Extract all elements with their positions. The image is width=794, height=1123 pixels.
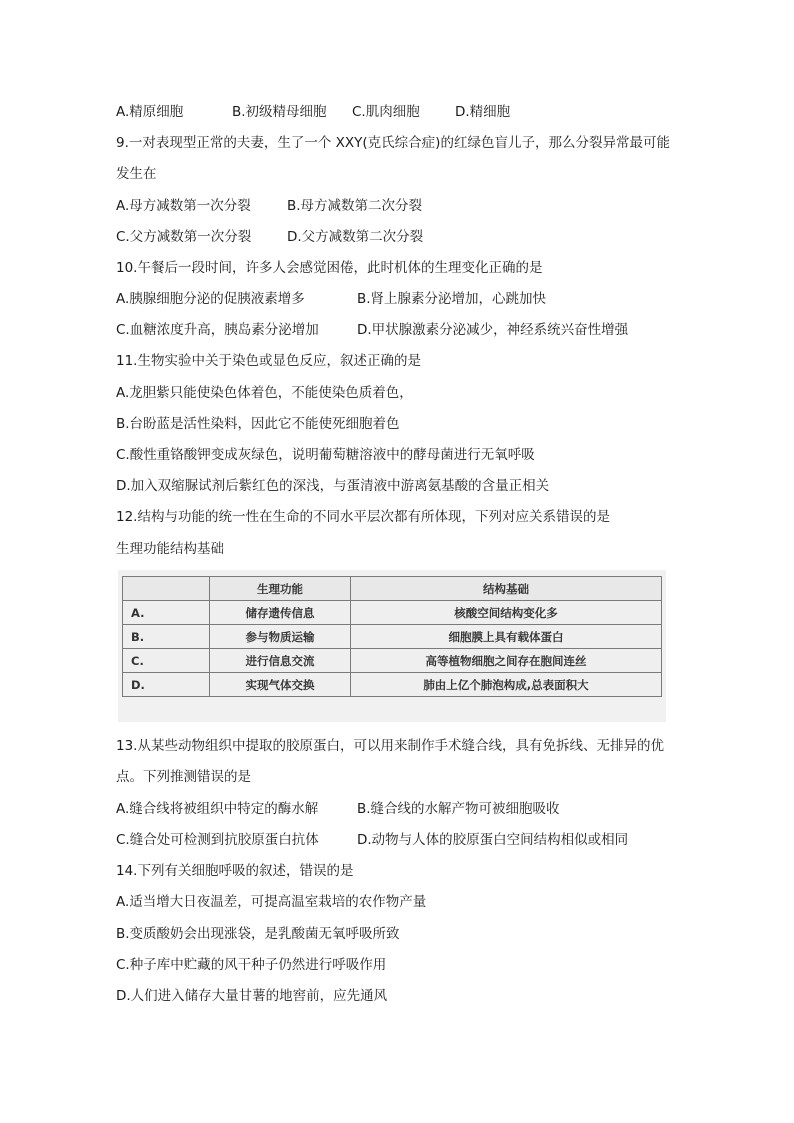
table-row xyxy=(123,601,662,625)
table-row-structure: 高等植物细胞之间存在胞间连丝 xyxy=(351,649,662,673)
q10-options-row2 xyxy=(116,321,628,339)
q14-option-c: C.种子库中贮藏的风干种子仍然进行呼吸作用 xyxy=(116,957,387,973)
q11-option-d: D.加入双缩脲试剂后紫红色的深浅，与蛋清液中游离氨基酸的含量正相关 xyxy=(116,478,550,494)
q9-option-a: A.母方减数第一次分裂 xyxy=(116,198,251,214)
q13-stem-line2: 点。下列推测错误的是 xyxy=(116,769,251,785)
q9-option-c: C.父方减数第一次分裂 xyxy=(116,229,252,245)
q13-option-a: A.缝合线将被组织中特定的酶水解 xyxy=(116,801,319,817)
q8-option-a: A.精原细胞 xyxy=(116,104,184,120)
table-row-label: D. xyxy=(123,673,210,697)
table-row-label: C. xyxy=(123,649,210,673)
q11-option-a: A.龙胆紫只能使染色体着色，不能使染色质着色， xyxy=(116,385,413,401)
q10-option-c: C.血糖浓度升高，胰岛素分泌增加 xyxy=(116,322,319,338)
q8-option-d: D.精细胞 xyxy=(455,104,511,120)
q14-option-d: D.人们进入储存大量甘薯的地窖前，应先通风 xyxy=(116,988,388,1004)
table-header-structure: 结构基础 xyxy=(351,577,662,601)
q13-option-d: D.动物与人体的胶原蛋白空间结构相似或相同 xyxy=(357,832,629,848)
q9-stem-line2: 发生在 xyxy=(116,166,157,182)
q10-option-a: A.胰腺细胞分泌的促胰液素增多 xyxy=(116,291,305,307)
table-row-structure: 肺由上亿个肺泡构成,总表面积大 xyxy=(351,673,662,697)
q10-options-row1 xyxy=(116,290,546,308)
q12-table-image xyxy=(118,570,666,722)
table-row xyxy=(123,649,662,673)
q11-option-b: B.台盼蓝是活性染料，因此它不能使死细胞着色 xyxy=(116,416,400,432)
q8-option-b: B.初级精母细胞 xyxy=(232,104,327,120)
q14-option-b: B.变质酸奶会出现涨袋，是乳酸菌无氧呼吸所致 xyxy=(116,926,400,942)
table-header-function: 生理功能 xyxy=(210,577,351,601)
q10-option-d: D.甲状腺激素分泌减少，神经系统兴奋性增强 xyxy=(357,322,629,338)
q12-subhead: 生理功能结构基础 xyxy=(116,541,224,557)
q12-table xyxy=(122,576,662,697)
q13-option-b: B.缝合线的水解产物可被细胞吸收 xyxy=(357,801,560,817)
q9-option-b: B.母方减数第二次分裂 xyxy=(287,198,423,214)
q9-option-d: D.父方减数第二次分裂 xyxy=(287,229,424,245)
table-row-function: 实现气体交换 xyxy=(210,673,351,697)
q10-stem: 10.午餐后一段时间，许多人会感觉困倦，此时机体的生理变化正确的是 xyxy=(116,260,543,276)
table-row xyxy=(123,625,662,649)
table-row-structure: 细胞膜上具有载体蛋白 xyxy=(351,625,662,649)
q13-stem-line1: 13.从某些动物组织中提取的胶原蛋白，可以用来制作手术缝合线，具有免拆线、无排异的优 xyxy=(116,738,664,754)
table-row-label: A. xyxy=(123,601,210,625)
q14-option-a: A.适当增大日夜温差，可提高温室栽培的农作物产量 xyxy=(116,894,427,910)
q14-stem: 14.下列有关细胞呼吸的叙述，错误的是 xyxy=(116,863,354,879)
table-row-function: 参与物质运输 xyxy=(210,625,351,649)
q13-options-row2 xyxy=(116,831,628,849)
q13-options-row1 xyxy=(116,800,560,818)
table-header-row xyxy=(123,577,662,601)
table-row-structure: 核酸空间结构变化多 xyxy=(351,601,662,625)
q8-option-c: C.肌肉细胞 xyxy=(352,104,420,120)
q10-option-b: B.肾上腺素分泌增加，心跳加快 xyxy=(357,291,547,307)
q9-options-row2 xyxy=(116,228,423,246)
q9-options-row1 xyxy=(116,197,422,215)
table-header-label xyxy=(123,577,210,601)
table-row-function: 进行信息交流 xyxy=(210,649,351,673)
table-row-label: B. xyxy=(123,625,210,649)
table-row xyxy=(123,673,662,697)
q8-options xyxy=(116,103,510,121)
q12-stem: 12.结构与功能的统一性在生命的不同水平层次都有所体现，下列对应关系错误的是 xyxy=(116,509,610,525)
q9-stem-line1: 9.一对表现型正常的夫妻，生了一个 XXY(克氏综合症)的红绿色盲儿子，那么分裂异常最可能 xyxy=(116,135,670,151)
q11-stem: 11.生物实验中关于染色或显色反应，叙述正确的是 xyxy=(116,353,421,369)
q11-option-c: C.酸性重铬酸钾变成灰绿色，说明葡萄糖溶液中的酵母菌进行无氧呼吸 xyxy=(116,447,535,463)
table-row-function: 储存遗传信息 xyxy=(210,601,351,625)
q13-option-c: C.缝合处可检测到抗胶原蛋白抗体 xyxy=(116,832,319,848)
